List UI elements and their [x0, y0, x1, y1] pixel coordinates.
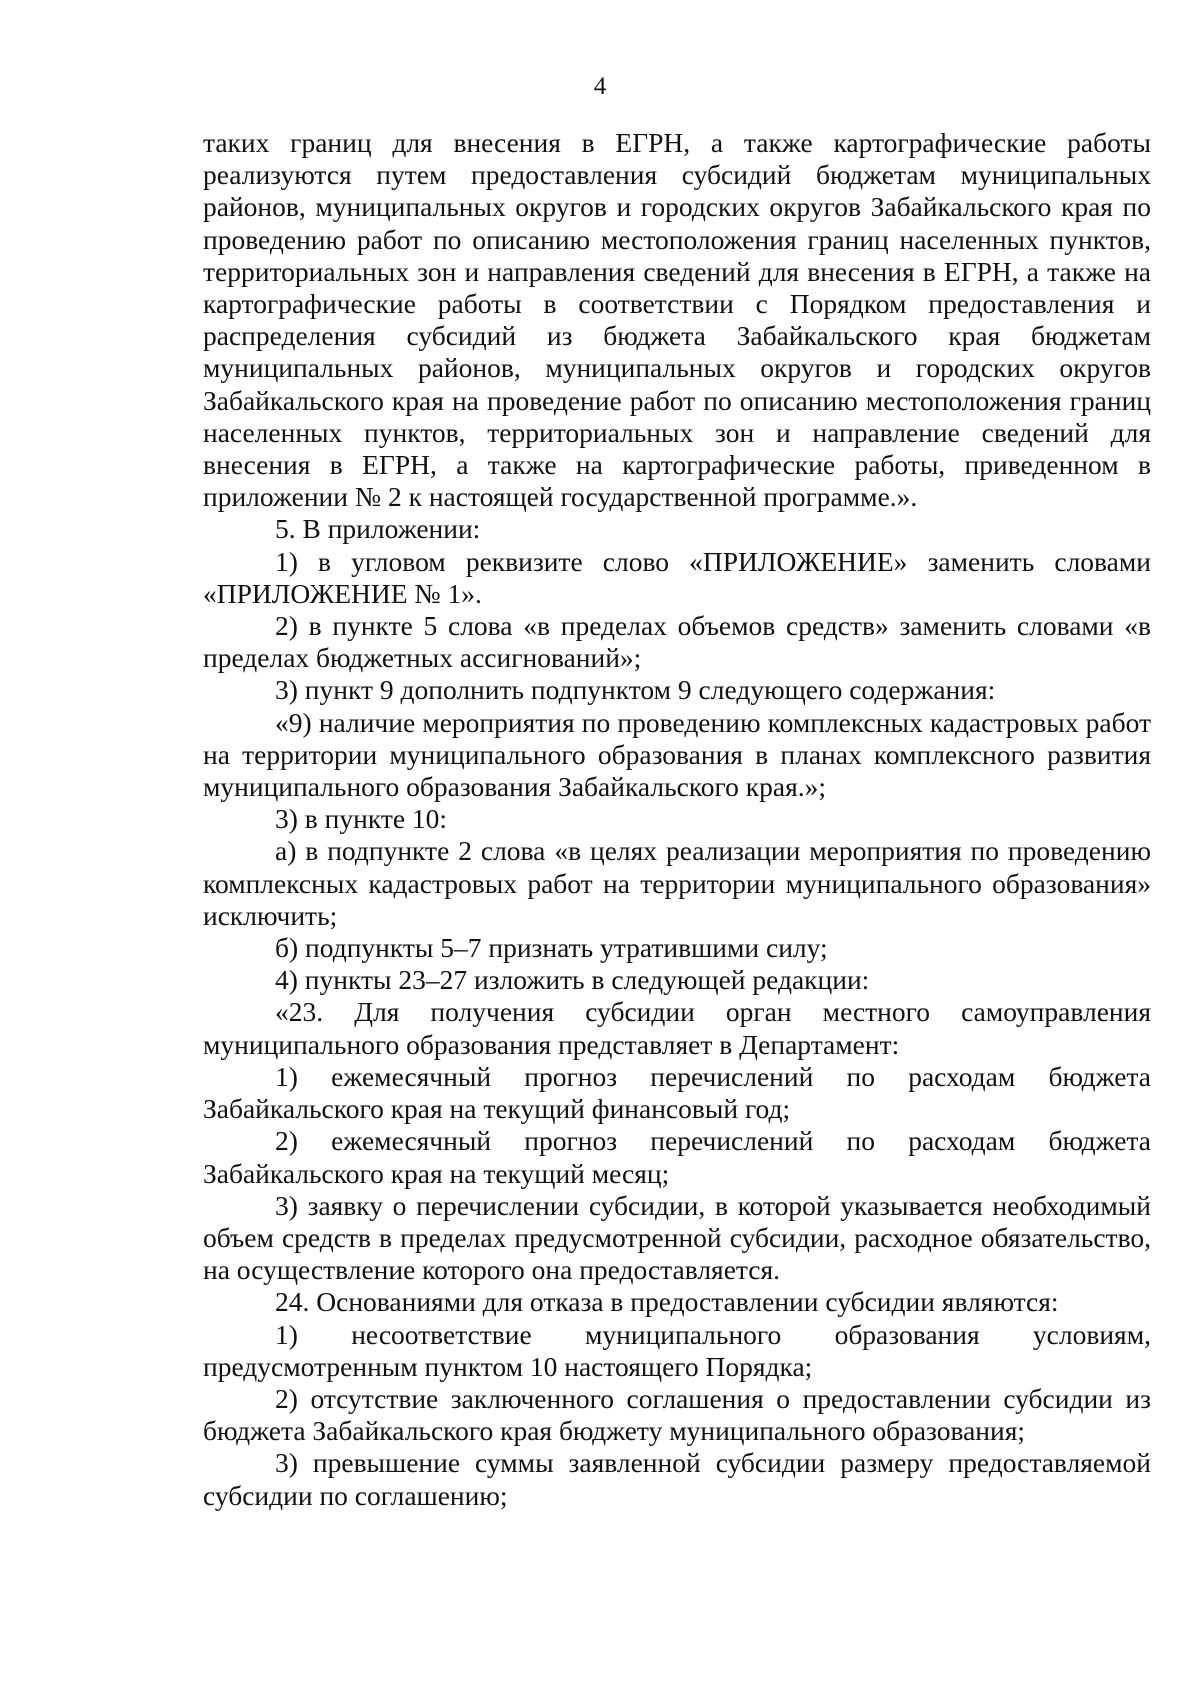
paragraph: 1) несоответствие муниципального образования условиям, предусмотренным пунктом 10 настоящего Порядка;	[203, 1318, 1151, 1382]
document-body	[203, 127, 1151, 1512]
page-number: 4	[593, 73, 607, 100]
paragraph: 5. В приложении:	[275, 513, 481, 545]
paragraph: 3) заявку о перечислении субсидии, в которой указывается необходимый объем средств в пределах предусмотренной субсидии, расходное обязательство, на осуществление которого она предоставляется.	[203, 1189, 1151, 1286]
paragraph: 4) пункты 23–27 изложить в следующей редакции:	[275, 964, 870, 996]
paragraph: 2) отсутствие заключенного соглашения о предоставлении субсидии из бюджета Забайкальского края бюджету муниципального образования;	[203, 1382, 1151, 1447]
paragraph: 3) превышение суммы заявленной субсидии размеру предоставляемой субсидии по соглашению;	[203, 1447, 1151, 1511]
paragraph: 1) в угловом реквизите слово «ПРИЛОЖЕНИЕ» заменить словами «ПРИЛОЖЕНИЕ № 1».	[203, 545, 1151, 609]
paragraph: 1) ежемесячный прогноз перечислений по расходам бюджета Забайкальского края на текущий финансовый год;	[203, 1060, 1151, 1125]
paragraph: «9) наличие мероприятия по проведению комплексных кадастровых работ на территории муниципального образования в планах комплексного развития муниципального образования Забайкальского края.»;	[203, 706, 1151, 803]
paragraph: 2) в пункте 5 слова «в пределах объемов средств» заменить словами «в пределах бюджетных ассигнований»;	[203, 610, 1151, 674]
paragraph: 3) в пункте 10:	[275, 803, 448, 835]
paragraph: б) подпункты 5–7 признать утратившими силу;	[275, 932, 828, 964]
paragraph: а) в подпункте 2 слова «в целях реализации мероприятия по проведению комплексных кадастровых работ на территории муниципального образования» исключить;	[203, 835, 1151, 931]
paragraph: «23. Для получения субсидии орган местного самоуправления муниципального образования представляет в Департамент:	[203, 996, 1151, 1060]
paragraph: 3) пункт 9 дополнить подпунктом 9 следующего содержания:	[275, 674, 996, 706]
paragraph: 2) ежемесячный прогноз перечислений по расходам бюджета Забайкальского края на текущий месяц;	[203, 1125, 1151, 1189]
paragraph: таких границ для внесения в ЕГРН, а также картографические работы реализуются путем предоставления субсидий бюджетам муниципальных районов, муниципальных округов и городских округов Забайкальского края по проведению работ по описанию местоположения границ населенных пунктов, территориальных зон и направления сведений для внесения в ЕГРН, а также на картографические работы в соответствии с Порядком предоставления и распределения субсидий из бюджета Забайкальского края бюджетам муниципальных районов, муниципальных округов и городских округов Забайкальского края на проведение работ по описанию местоположения границ населенных пунктов, территориальных зон и направление сведений для внесения в ЕГРН, а также на картографические работы, приведенном в приложении № 2 к настоящей государственной программе.».	[203, 127, 1151, 513]
paragraph: 24. Основаниями для отказа в предоставлении субсидии являются:	[275, 1286, 1059, 1318]
